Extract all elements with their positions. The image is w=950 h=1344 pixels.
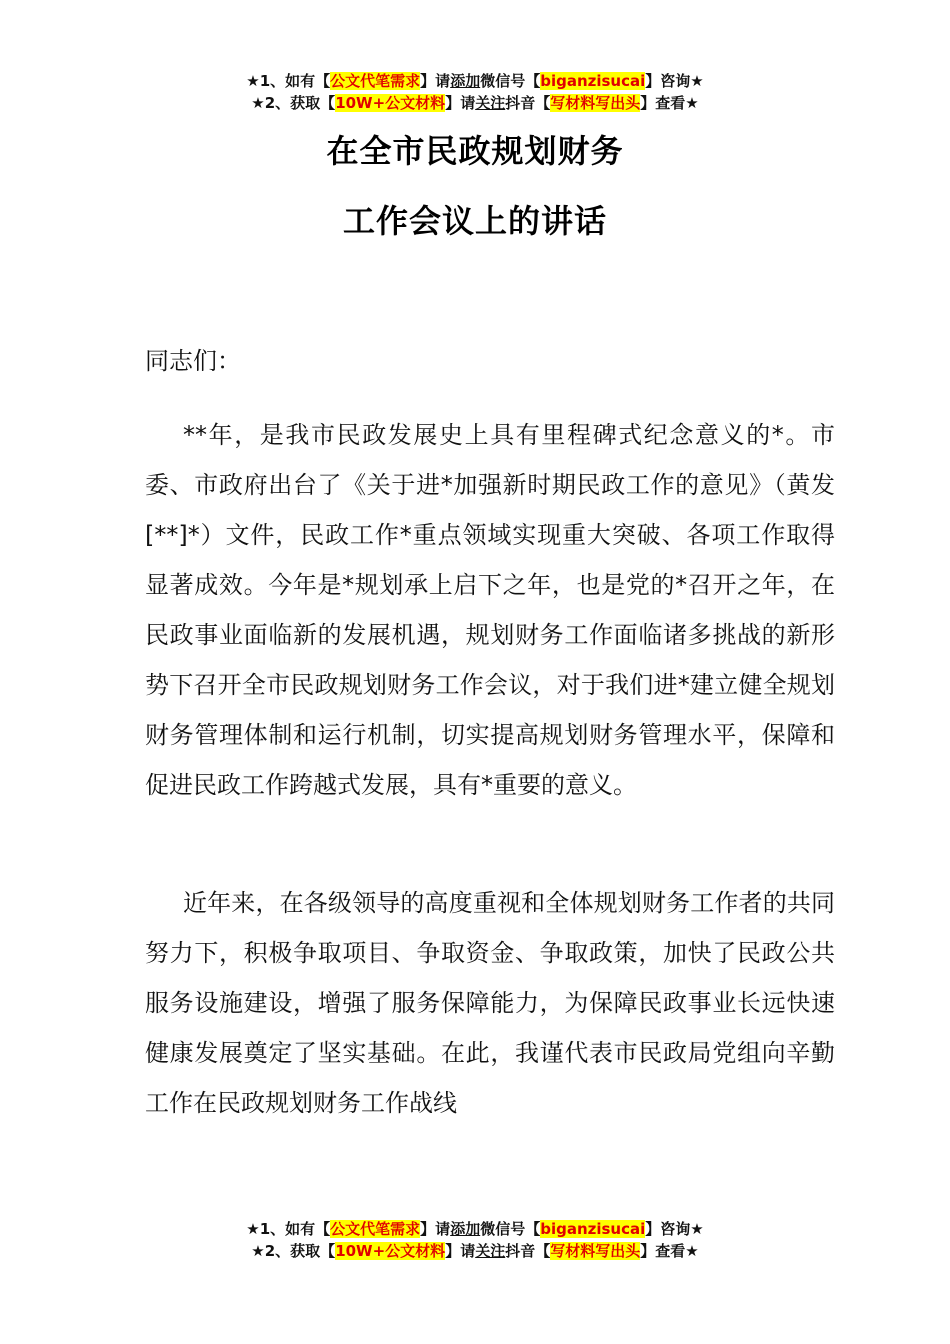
banner-underline: 添加: [450, 72, 481, 90]
banner-text: 】咨询★: [645, 72, 704, 90]
banner-text: 】请: [420, 1220, 451, 1238]
banner-highlight: 写材料写出头: [550, 94, 641, 112]
banner-text: 】查看★: [640, 94, 699, 112]
banner-text: 】查看★: [640, 1242, 699, 1260]
banner-underline: 关注: [475, 1242, 506, 1260]
banner-text: 微信号【: [480, 1220, 541, 1238]
banner-text: ★1、如有【: [246, 72, 331, 90]
banner-text: 抖音【: [505, 1242, 551, 1260]
salutation: 同志们：: [145, 347, 241, 375]
banner-text: 】请: [420, 72, 451, 90]
banner-text: ★2、获取【: [251, 1242, 336, 1260]
banner-text: 】请: [445, 1242, 476, 1260]
banner-highlight: biganzisucai: [540, 72, 646, 90]
banner-line-1: [0, 70, 950, 92]
banner-text: 抖音【: [505, 94, 551, 112]
banner-highlight: 公文代笔需求: [330, 72, 421, 90]
bottom-banner: [0, 1218, 950, 1262]
banner-line-1: [0, 1218, 950, 1240]
banner-underline: 关注: [475, 94, 506, 112]
banner-highlight: 10W+公文材料: [335, 94, 446, 112]
banner-text: 】请: [445, 94, 476, 112]
banner-text: 微信号【: [480, 72, 541, 90]
banner-text: 】咨询★: [645, 1220, 704, 1238]
banner-line-2: [0, 92, 950, 114]
banner-underline: 添加: [450, 1220, 481, 1238]
body-paragraph-1: **年，是我市民政发展史上具有里程碑式纪念意义的*。市委、市政府出台了《关于进*加强新时期民政工作的意见》（黄发[**]*）文件，民政工作*重点领域实现重大突破、各项工作取得显著成效。今年是*规划承上启下之年，也是党的*召开之年，在民政事业面临新的发展机遇，规划财务工作面临诸多挑战的新形势下召开全市民政规划财务工作会议，对于我们进*建立健全规划财务管理体制和运行机制，切实提高规划财务管理水平，保障和促进民政工作跨越式发展，具有*重要的意义。: [145, 421, 835, 799]
banner-text: ★2、获取【: [251, 94, 336, 112]
body-paragraph-2: 近年来，在各级领导的高度重视和全体规划财务工作者的共同努力下，积极争取项目、争取资金、争取政策，加快了民政公共服务设施建设，增强了服务保障能力，为保障民政事业长远快速健康发展奠定了坚实基础。在此，我谨代表市民政局党组向辛勤工作在民政规划财务工作战线: [145, 889, 835, 1117]
banner-line-2: [0, 1240, 950, 1262]
banner-highlight: 公文代笔需求: [330, 1220, 421, 1238]
banner-highlight: biganzisucai: [540, 1220, 646, 1238]
top-banner: [0, 70, 950, 114]
banner-highlight: 10W+公文材料: [335, 1242, 446, 1260]
banner-text: ★1、如有【: [246, 1220, 331, 1238]
banner-highlight: 写材料写出头: [550, 1242, 641, 1260]
document-title-line-2: 工作会议上的讲话: [342, 202, 607, 240]
document-title-line-1: 在全市民政规划财务: [326, 132, 624, 170]
